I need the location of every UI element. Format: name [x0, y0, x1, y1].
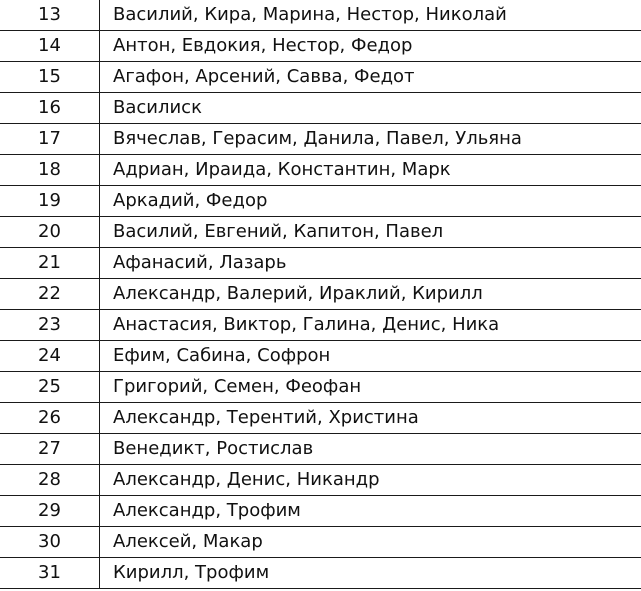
day-number: 16	[0, 93, 100, 124]
table-row	[0, 310, 641, 341]
table-row	[0, 527, 641, 558]
day-number: 24	[0, 341, 100, 372]
table-row	[0, 155, 641, 186]
day-number: 19	[0, 186, 100, 217]
names-list: Вячеслав, Герасим, Данила, Павел, Ульяна	[100, 124, 641, 155]
names-list: Александр, Трофим	[100, 496, 641, 527]
day-number: 30	[0, 527, 100, 558]
table-row	[0, 496, 641, 527]
table-row	[0, 0, 641, 31]
table-row	[0, 124, 641, 155]
names-list: Афанасий, Лазарь	[100, 248, 641, 279]
day-number: 27	[0, 434, 100, 465]
table-row	[0, 93, 641, 124]
day-number: 20	[0, 217, 100, 248]
names-list: Ефим, Сабина, Софрон	[100, 341, 641, 372]
day-number: 21	[0, 248, 100, 279]
names-list: Аркадий, Федор	[100, 186, 641, 217]
table-row	[0, 186, 641, 217]
table-row	[0, 465, 641, 496]
names-list: Анастасия, Виктор, Галина, Денис, Ника	[100, 310, 641, 341]
table-row	[0, 434, 641, 465]
day-number: 15	[0, 62, 100, 93]
table-row	[0, 558, 641, 589]
table-row	[0, 31, 641, 62]
day-number: 13	[0, 0, 100, 31]
day-number: 29	[0, 496, 100, 527]
day-number: 23	[0, 310, 100, 341]
table-row	[0, 248, 641, 279]
table-row	[0, 341, 641, 372]
names-list: Агафон, Арсений, Савва, Федот	[100, 62, 641, 93]
table-row	[0, 62, 641, 93]
day-number: 18	[0, 155, 100, 186]
names-list: Адриан, Ираида, Константин, Марк	[100, 155, 641, 186]
names-list: Василий, Евгений, Капитон, Павел	[100, 217, 641, 248]
day-number: 26	[0, 403, 100, 434]
names-list: Венедикт, Ростислав	[100, 434, 641, 465]
table-row	[0, 403, 641, 434]
names-list: Григорий, Семен, Феофан	[100, 372, 641, 403]
names-list: Кирилл, Трофим	[100, 558, 641, 589]
day-number: 25	[0, 372, 100, 403]
names-list: Александр, Денис, Никандр	[100, 465, 641, 496]
day-number: 17	[0, 124, 100, 155]
day-number: 14	[0, 31, 100, 62]
day-number: 28	[0, 465, 100, 496]
table-row	[0, 372, 641, 403]
table-row	[0, 217, 641, 248]
names-list: Василиск	[100, 93, 641, 124]
names-list: Александр, Терентий, Христина	[100, 403, 641, 434]
day-number: 31	[0, 558, 100, 589]
names-list: Алексей, Макар	[100, 527, 641, 558]
names-list: Антон, Евдокия, Нестор, Федор	[100, 31, 641, 62]
day-number: 22	[0, 279, 100, 310]
names-list: Александр, Валерий, Ираклий, Кирилл	[100, 279, 641, 310]
names-list: Василий, Кира, Марина, Нестор, Николай	[100, 0, 641, 31]
table-row	[0, 279, 641, 310]
